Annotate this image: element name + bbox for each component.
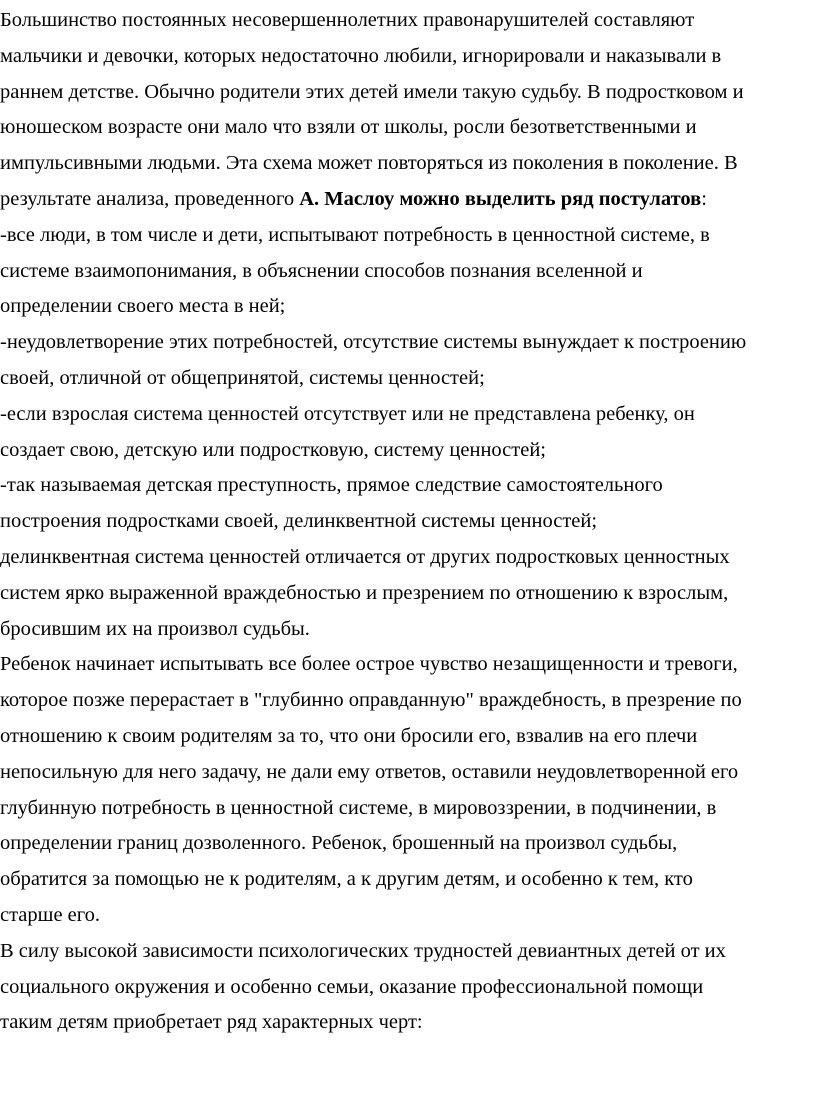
text-line: -все люди, в том числе и дети, испытывают потребность в ценностной системе, в — [0, 223, 710, 246]
text-line: импульсивными людьми. Эта схема может повторяться из поколения в поколение. В — [0, 152, 738, 175]
text-line: определении своего места в ней; — [0, 295, 286, 318]
postulate-item-1 — [0, 218, 816, 325]
text-line: социального окружения и особенно семьи, оказание профессиональной помощи — [0, 975, 704, 998]
text-line: -так называемая детская преступность, прямое следствие самостоятельного — [0, 474, 663, 497]
text-line: системе взаимопонимания, в объяснении способов познания вселенной и — [0, 259, 643, 282]
bold-emphasis: А. Маслоу можно выделить ряд постулатов — [299, 187, 702, 210]
text-line: систем ярко выраженной враждебностью и презрением по отношению к взрослым, — [0, 581, 729, 604]
text-line: -если взрослая система ценностей отсутствует или не представлена ребенку, он — [0, 402, 695, 425]
text-line: глубинную потребность в ценностной системе, в мировоззрении, в подчинении, в — [0, 796, 717, 819]
text-line: делинквентная система ценностей отличается от других подростковых ценностных — [0, 545, 730, 568]
text-line: Большинство постоянных несовершеннолетних правонарушителей составляют — [0, 9, 695, 31]
text-line: таким детям приобретает ряд характерных черт: — [0, 1011, 423, 1034]
text-line: построения подростками своей, делинквентной системы ценностей; — [0, 510, 598, 533]
text-line: отношению к своим родителям за то, что они бросили его, взвалив на его плечи — [0, 724, 698, 747]
text-line: мальчики и девочки, которых недостаточно любили, игнорировали и наказывали в — [0, 44, 722, 67]
text-line-maslow — [0, 182, 816, 218]
postulate-item-4 — [0, 468, 816, 540]
text-segment: результате анализа, проведенного — [0, 187, 300, 210]
postulate-item-2 — [0, 325, 816, 397]
text-line: бросившим их на произвол судьбы. — [0, 617, 310, 640]
text-line: которое позже перерастает в "глубинно оправданную" враждебность, в презрение по — [0, 689, 742, 712]
text-line: своей, отличной от общепринятой, системы ценностей; — [0, 366, 485, 389]
text-line: В силу высокой зависимости психологических трудностей девиантных детей от их — [0, 939, 726, 962]
paragraph-child-anxiety — [0, 647, 816, 933]
text-line: Ребенок начинает испытывать все более острое чувство незащищенности и тревоги, — [0, 653, 738, 676]
paragraph-professional-help — [0, 934, 816, 1041]
postulate-item-5 — [0, 540, 816, 647]
text-line: определении границ дозволенного. Ребенок, брошенный на произвол судьбы, — [0, 832, 678, 855]
paragraph-intro — [0, 3, 816, 218]
text-segment: : — [701, 187, 707, 210]
text-line: обратится за помощью не к родителям, а к другим детям, и особенно к тем, кто — [0, 868, 693, 891]
text-line: непосильную для него задачу, не дали ему ответов, оставили неудовлетворенной его — [0, 760, 739, 783]
text-line: старше его. — [0, 903, 101, 926]
text-line: -неудовлетворение этих потребностей, отсутствие системы вынуждает к построению — [0, 331, 747, 354]
text-line: раннем детстве. Обычно родители этих детей имели такую судьбу. В подростковом и — [0, 80, 744, 103]
text-line: юношеском возрасте они мало что взяли от школы, росли безответственными и — [0, 116, 697, 139]
postulate-item-3 — [0, 397, 816, 469]
text-line: создает свою, детскую или подростковую, систему ценностей; — [0, 438, 546, 461]
